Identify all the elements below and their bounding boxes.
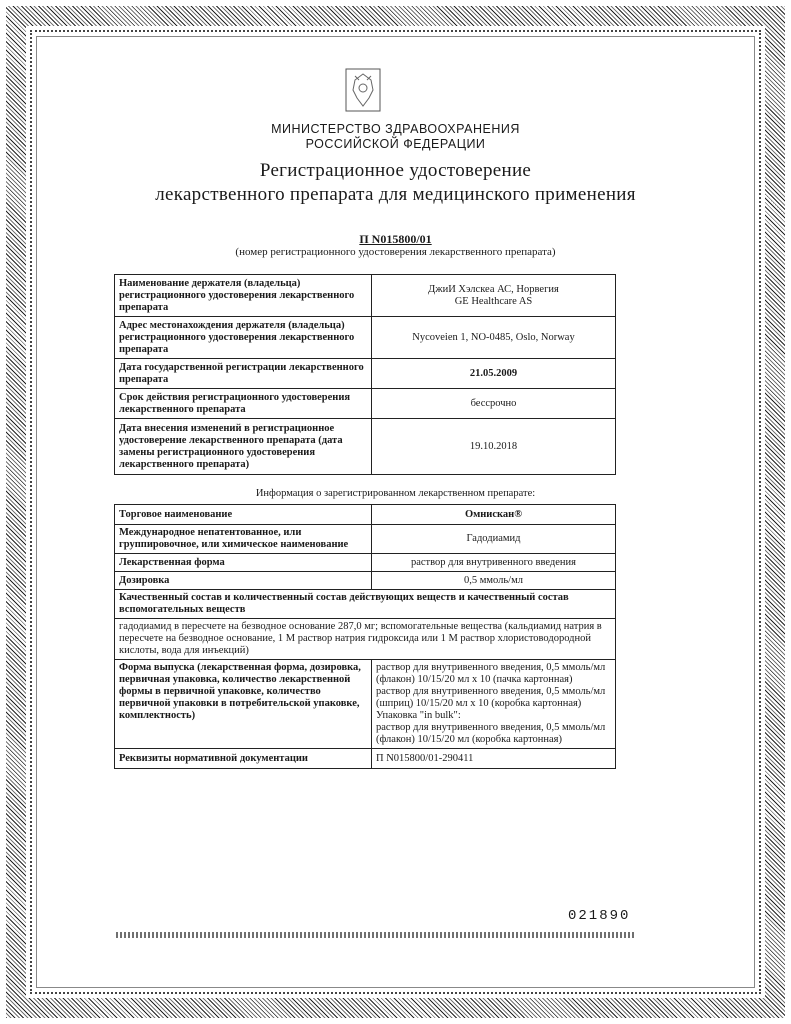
dosage-form-label: Лекарственная форма xyxy=(115,554,372,572)
release-form-label: Форма выпуска (лекарственная форма, дозировка, первичная упаковка, количество лекарственной формы в первичной упаковке, количество первичной упаковки в потребительской упаковке, комплектность) xyxy=(115,660,372,749)
table-row xyxy=(115,749,616,769)
trade-name-label: Торговое наименование xyxy=(115,505,372,525)
holder-name-en: GE Healthcare AS xyxy=(454,295,533,307)
validity-value: бессрочно xyxy=(372,389,616,419)
change-date-label: Дата внесения изменений в регистрационное удостоверение лекарственного препарата (дата замены регистрационного удостоверения лекарственного препарата) xyxy=(115,419,372,475)
composition-value: гадодиамид в пересчете на безводное основание 287,0 мг; вспомогательные вещества (кальдиамид натрия в пересчете на безводное основание, 1 М раствор натрия гидроксида или 1 М раствор хлористоводородной кислоты, вода для инъекций) xyxy=(115,619,616,660)
release-line: Упаковка "in bulk": xyxy=(376,710,461,721)
release-line: раствор для внутривенного введения, 0,5 ммоль/мл xyxy=(376,686,606,697)
holder-info-table xyxy=(114,274,616,475)
release-line: (флакон) 10/15/20 мл (коробка картонная) xyxy=(376,734,562,745)
table-row xyxy=(115,554,616,572)
registration-date-label: Дата государственной регистрации лекарственного препарата xyxy=(115,359,372,389)
ministry-name-line2: РОССИЙСКОЙ ФЕДЕРАЦИИ xyxy=(305,137,486,151)
document-title-line2: лекарственного препарата для медицинского применения xyxy=(155,184,636,205)
table-row xyxy=(115,619,616,660)
table-row xyxy=(115,419,616,475)
trade-name-value: Омнискан® xyxy=(372,505,616,525)
table-row xyxy=(115,660,616,749)
ministry-name-line1: МИНИСТЕРСТВО ЗДРАВООХРАНЕНИЯ xyxy=(271,122,520,136)
inn-label: Международное непатентованное, или группировочное, или химическое наименование xyxy=(115,525,372,554)
table-row xyxy=(115,505,616,525)
holder-address-value: Nycoveien 1, NO-0485, Oslo, Norway xyxy=(372,317,616,359)
table-row xyxy=(115,317,616,359)
drug-info-table xyxy=(114,504,616,769)
release-line: (шприц) 10/15/20 мл х 10 (коробка картонная) xyxy=(376,698,582,709)
inn-value: Гадодиамид xyxy=(372,525,616,554)
normdoc-label: Реквизиты нормативной документации xyxy=(115,749,372,769)
table-row xyxy=(115,389,616,419)
drug-info-caption: Информация о зарегистрированном лекарственном препарате: xyxy=(255,488,536,499)
holder-name-value xyxy=(372,275,616,317)
normdoc-value: П N015800/01-290411 xyxy=(372,749,616,769)
dose-value: 0,5 ммоль/мл xyxy=(372,572,616,590)
holder-name-ru: ДжиИ Хэлскеа АС, Норвегия xyxy=(428,283,559,295)
dosage-form-value: раствор для внутривенного введения xyxy=(372,554,616,572)
table-row xyxy=(115,525,616,554)
table-row xyxy=(115,359,616,389)
release-form-value xyxy=(372,660,616,749)
table-row xyxy=(115,572,616,590)
table-row xyxy=(115,590,616,619)
serial-number: 021890 xyxy=(568,908,631,924)
composition-label: Качественный состав и количественный состав действующих веществ и качественный состав вспомогательных веществ xyxy=(115,590,616,619)
registration-number-caption: (номер регистрационного удостоверения лекарственного препарата) xyxy=(235,246,556,258)
change-date-value: 19.10.2018 xyxy=(372,419,616,475)
release-line: раствор для внутривенного введения, 0,5 ммоль/мл xyxy=(376,722,606,733)
release-line: (флакон) 10/15/20 мл х 10 (пачка картонная) xyxy=(376,674,573,685)
holder-name-label: Наименование держателя (владельца) регистрационного удостоверения лекарственного препарата xyxy=(115,275,372,317)
validity-label: Срок действия регистрационного удостоверения лекарственного препарата xyxy=(115,389,372,419)
release-line: раствор для внутривенного введения, 0,5 ммоль/мл xyxy=(376,662,606,673)
document-title-line1: Регистрационное удостоверение xyxy=(259,160,532,181)
dose-label: Дозировка xyxy=(115,572,372,590)
coat-of-arms-icon xyxy=(345,68,381,112)
holder-address-label: Адрес местонахождения держателя (владельца) регистрационного удостоверения лекарственного препарата xyxy=(115,317,372,359)
registration-number: П N015800/01 xyxy=(359,232,432,246)
table-row xyxy=(115,275,616,317)
security-microtext-line xyxy=(116,932,636,938)
registration-date-value: 21.05.2009 xyxy=(372,359,616,389)
